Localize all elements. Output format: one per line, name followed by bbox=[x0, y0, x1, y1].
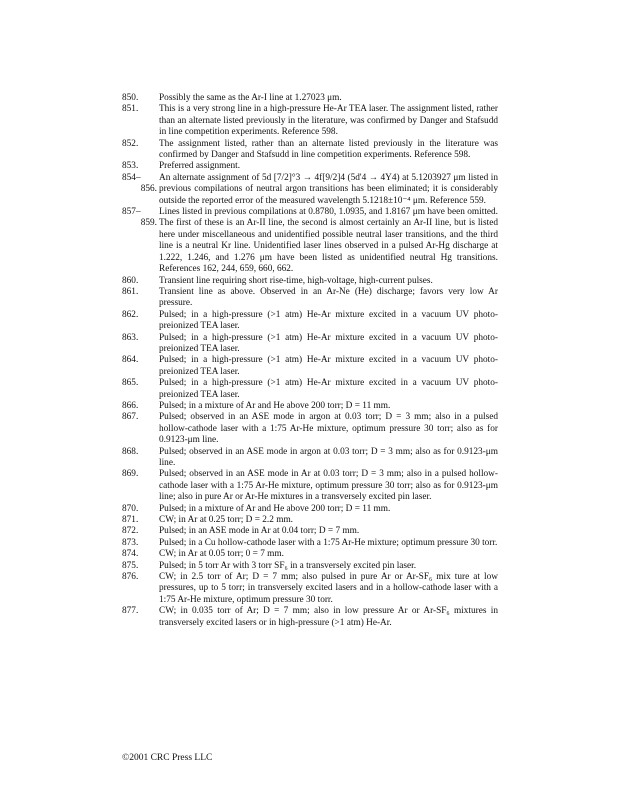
note-text: Pulsed; in an ASE mode in Ar at 0.04 torr; D = 7 mm. bbox=[159, 526, 360, 537]
note-number: 870. bbox=[122, 503, 139, 514]
note-text: Pulsed; in a Cu hollow-cathode laser with a 1:75 Ar-He mixture; optimum pressure 30 torr. bbox=[159, 537, 498, 548]
note-870 bbox=[122, 504, 498, 515]
note-text: CW; in Ar at 0.25 torr; D = 2.2 mm. bbox=[159, 515, 294, 526]
note-text: Pulsed; in a high-pressure (>1 atm) He-Ar mixture excited in a vacuum UV photo-preionized TEA laser. bbox=[159, 355, 498, 377]
note-863 bbox=[122, 333, 498, 356]
note-861 bbox=[122, 287, 498, 310]
note-872 bbox=[122, 526, 498, 537]
note-text: Pulsed; in a mixture of Ar and He above 200 torr; D = 11 mm. bbox=[159, 400, 391, 411]
note-text: Possibly the same as the Ar-I line at 1.27023 μm. bbox=[159, 93, 342, 103]
note-874 bbox=[122, 549, 498, 560]
note-number: 871. bbox=[122, 515, 139, 526]
note-text: Pulsed; in a high-pressure (>1 atm) He-Ar mixture excited in a vacuum UV photo-preionized TEA laser. bbox=[159, 332, 498, 354]
note-875 bbox=[122, 561, 498, 572]
note-867 bbox=[122, 412, 498, 446]
note-number: 874. bbox=[122, 549, 139, 560]
note-number-end: 856. bbox=[140, 184, 157, 195]
note-number: 853. bbox=[122, 161, 139, 172]
note-text: Preferred assignment. bbox=[159, 161, 241, 172]
note-number: 876. bbox=[122, 572, 139, 583]
note-873 bbox=[122, 538, 498, 549]
note-number: 860. bbox=[122, 275, 139, 286]
note-number-start: 857– bbox=[122, 207, 141, 218]
note-877 bbox=[122, 606, 498, 629]
note-text: CW; in Ar at 0.05 torr; 0 = 7 mm. bbox=[159, 549, 284, 560]
note-text: This is a very strong line in a high-pressure He-Ar TEA laser. The assignment listed, rather than an alternate listed previously in the literature, was confirmed by Danger and Stafsudd in line competition experiments. Reference 598. bbox=[159, 104, 498, 138]
note-text: Lines listed in previous compilations at 0.8780, 1.0935, and 1.8167 μm have been omitted. The first of these is an Ar-II line, the second is almost certainly an Ar-II line, but is listed here under miscellaneous and unidentified possible neutral laser transitions, and the third line is a neutral Kr line. Unidentified laser lines observed in a pulsed Ar-Hg discharge at 1.222, 1.246, and 1.276 μm have been listed as unidentified neutral Hg transitions. References 162, 244, 659, 660, 662. bbox=[159, 207, 498, 275]
note-text: Pulsed; observed in an ASE mode in argon at 0.03 torr; D = 3 mm; also as for 0.9123-μm line. bbox=[159, 446, 498, 468]
note-869 bbox=[122, 469, 498, 503]
note-number bbox=[122, 173, 159, 207]
copyright-footer: ©2001 CRC Press LLC bbox=[122, 753, 213, 763]
note-862 bbox=[122, 310, 498, 333]
note-854-856 bbox=[122, 173, 498, 207]
note-text: Pulsed; in a high-pressure (>1 atm) He-Ar mixture excited in a vacuum UV photo-preionized TEA laser. bbox=[159, 378, 498, 400]
note-number: 866. bbox=[122, 400, 139, 411]
note-number-start: 854– bbox=[122, 172, 141, 183]
note-857-859 bbox=[122, 207, 498, 275]
note-number: 875. bbox=[122, 560, 139, 571]
notes-list bbox=[122, 93, 498, 629]
note-864 bbox=[122, 355, 498, 378]
note-850 bbox=[122, 93, 498, 104]
note-865 bbox=[122, 378, 498, 401]
note-text: Pulsed; observed in an ASE mode in Ar at 0.03 torr; D = 3 mm; also in a pulsed hollow-cathode laser with a 1:75 Ar-He mixture, optimum pressure 30 torr; also as for 0.9123-μm line; also in pure Ar or Ar-He mixtures in a transversely excited pin laser. bbox=[159, 469, 498, 503]
note-number: 873. bbox=[122, 537, 139, 548]
note-text: Pulsed; in a mixture of Ar and He above 200 torr; D = 11 mm. bbox=[159, 503, 391, 514]
note-number: 850. bbox=[122, 93, 139, 103]
note-860 bbox=[122, 276, 498, 287]
note-853 bbox=[122, 161, 498, 172]
note-text: The assignment listed, rather than an alternate listed previously in the literature was confirmed by Danger and Stafsudd in line competition experiments. Reference 598. bbox=[159, 138, 498, 161]
note-number: 864. bbox=[122, 355, 139, 366]
note-number: 868. bbox=[122, 446, 139, 457]
note-number: 872. bbox=[122, 526, 139, 537]
note-866 bbox=[122, 401, 498, 412]
note-868 bbox=[122, 447, 498, 470]
note-number: 865. bbox=[122, 378, 139, 389]
note-852 bbox=[122, 139, 498, 162]
note-number: 869. bbox=[122, 469, 139, 480]
note-number: 852. bbox=[122, 138, 139, 149]
note-number-end: 859. bbox=[140, 218, 157, 229]
note-number: 862. bbox=[122, 309, 139, 320]
note-number: 863. bbox=[122, 332, 139, 343]
note-number bbox=[122, 207, 159, 275]
note-851 bbox=[122, 104, 498, 138]
note-text: Pulsed; in a high-pressure (>1 atm) He-Ar mixture excited in a vacuum UV photo-preionized TEA laser. bbox=[159, 309, 498, 332]
note-text: Pulsed; observed in an ASE mode in argon at 0.03 torr; D = 3 mm; also in a pulsed hollow-cathode laser with a 1:75 Ar-He mixture, optimum pressure 30 torr; also as for 0.9123-μm line. bbox=[159, 412, 498, 446]
note-text: CW; in 2.5 torr of Ar; D = 7 mm; also pulsed in pure Ar or Ar-SF₆ mix ture at low pressures, up to 5 torr; in transversely excited lasers and in a hollow-cathode laser with a 1:75 Ar-He mixture, optimum pressure 30 torr. bbox=[159, 572, 498, 605]
note-871 bbox=[122, 515, 498, 526]
note-text: An alternate assignment of 5d [7/2]°3 → 4f[9/2]4 (5d'4 → 4Y4) at 5.1203927 μm listed in previous compilations of neutral argon transitions has been eliminated; it is considerably outside the reported error of the measured wavelength 5.1218±10⁻⁴ μm. Reference 559. bbox=[159, 172, 498, 206]
note-text: Transient line requiring short rise-time, high-voltage, high-current pulses. bbox=[159, 275, 433, 286]
note-number: 851. bbox=[122, 104, 139, 115]
note-text: Pulsed; in 5 torr Ar with 3 torr SF₆ in a transversely excited pin laser. bbox=[159, 560, 417, 571]
note-text: CW; in 0.035 torr of Ar; D = 7 mm; also in low pressure Ar or Ar-SF₆ mixtures in transversely excited lasers or in high-pressure (>1 atm) He-Ar. bbox=[159, 606, 498, 628]
note-number: 867. bbox=[122, 412, 139, 423]
note-text: Transient line as above. Observed in an Ar-Ne (He) discharge; favors very low Ar pressure. bbox=[159, 286, 498, 309]
note-number: 877. bbox=[122, 606, 139, 617]
note-number: 861. bbox=[122, 286, 139, 297]
note-876 bbox=[122, 572, 498, 606]
